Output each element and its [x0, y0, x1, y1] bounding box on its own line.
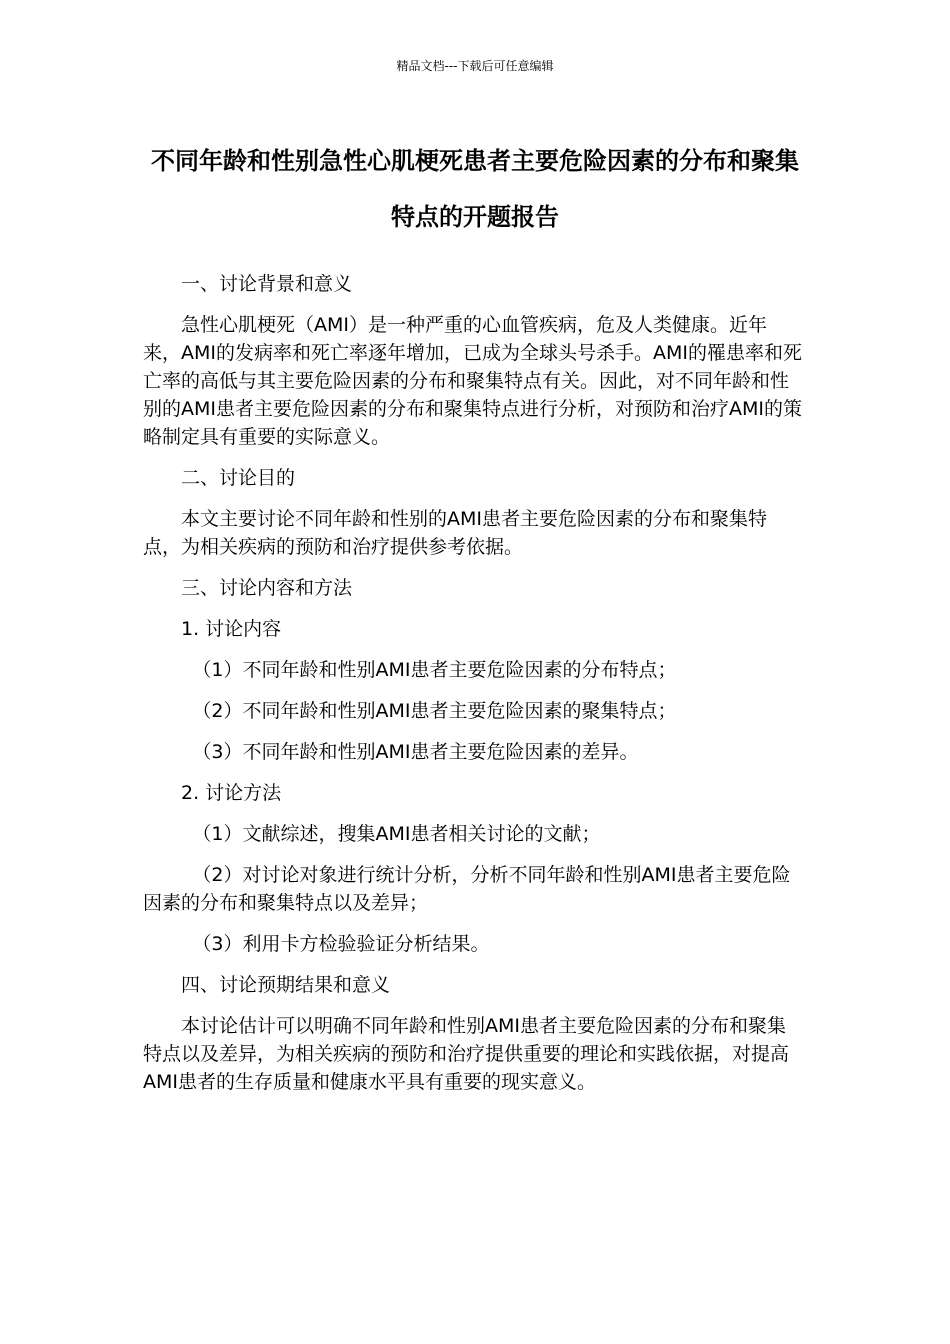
paragraph-expected: 本讨论估计可以明确不同年龄和性别AMI患者主要危险因素的分布和聚集特点以及差异，为相关疾病的预防和治疗提供重要的理论和实践依据，对提高AMI患者的生存质量和健康水平具有重要的现实意义。 — [143, 1015, 790, 1093]
subheading-method: 2. 讨论方法 — [181, 782, 282, 804]
list-item-method-3: （3）利用卡方检验验证分析结果。 — [192, 933, 490, 955]
paragraph-purpose: 本文主要讨论不同年龄和性别的AMI患者主要危险因素的分布和聚集特点，为相关疾病的预防和治疗提供参考依据。 — [143, 508, 767, 558]
section-heading-background: 一、讨论背景和意义 — [181, 273, 353, 295]
header-note: 精品文档---下载后可任意编辑 — [396, 59, 554, 73]
section-heading-purpose: 二、讨论目的 — [181, 467, 296, 489]
list-item-content-3: （3）不同年龄和性别AMI患者主要危险因素的差异。 — [192, 741, 639, 763]
list-item-content-1: （1）不同年龄和性别AMI患者主要危险因素的分布特点； — [192, 659, 677, 681]
list-item-content-2: （2）不同年龄和性别AMI患者主要危险因素的聚集特点； — [192, 700, 677, 722]
list-item-method-1: （1）文献综述，搜集AMI患者相关讨论的文献； — [192, 823, 601, 845]
paragraph-background: 急性心肌梗死（AMI）是一种严重的心血管疾病，危及人类健康。近年来，AMI的发病率和死亡率逐年增加，已成为全球头号杀手。AMI的罹患率和死亡率的高低与其主要危险因素的分布和聚集特点有关。因此，对不同年龄和性别的AMI患者主要危险因素的分布和聚集特点进行分析，对预防和治疗AMI的策略制定具有重要的实际意义。 — [143, 314, 802, 448]
section-heading-content-method: 三、讨论内容和方法 — [181, 577, 353, 599]
document-body — [143, 270, 803, 1109]
section-heading-expected: 四、讨论预期结果和意义 — [181, 974, 391, 996]
subheading-content: 1. 讨论内容 — [181, 618, 282, 640]
list-item-method-2: （2）对讨论对象进行统计分析，分析不同年龄和性别AMI患者主要危险因素的分布和聚集特点以及差异； — [143, 864, 791, 914]
document-title: 不同年龄和性别急性心肌梗死患者主要危险因素的分布和聚集特点的开题报告 — [151, 147, 799, 231]
